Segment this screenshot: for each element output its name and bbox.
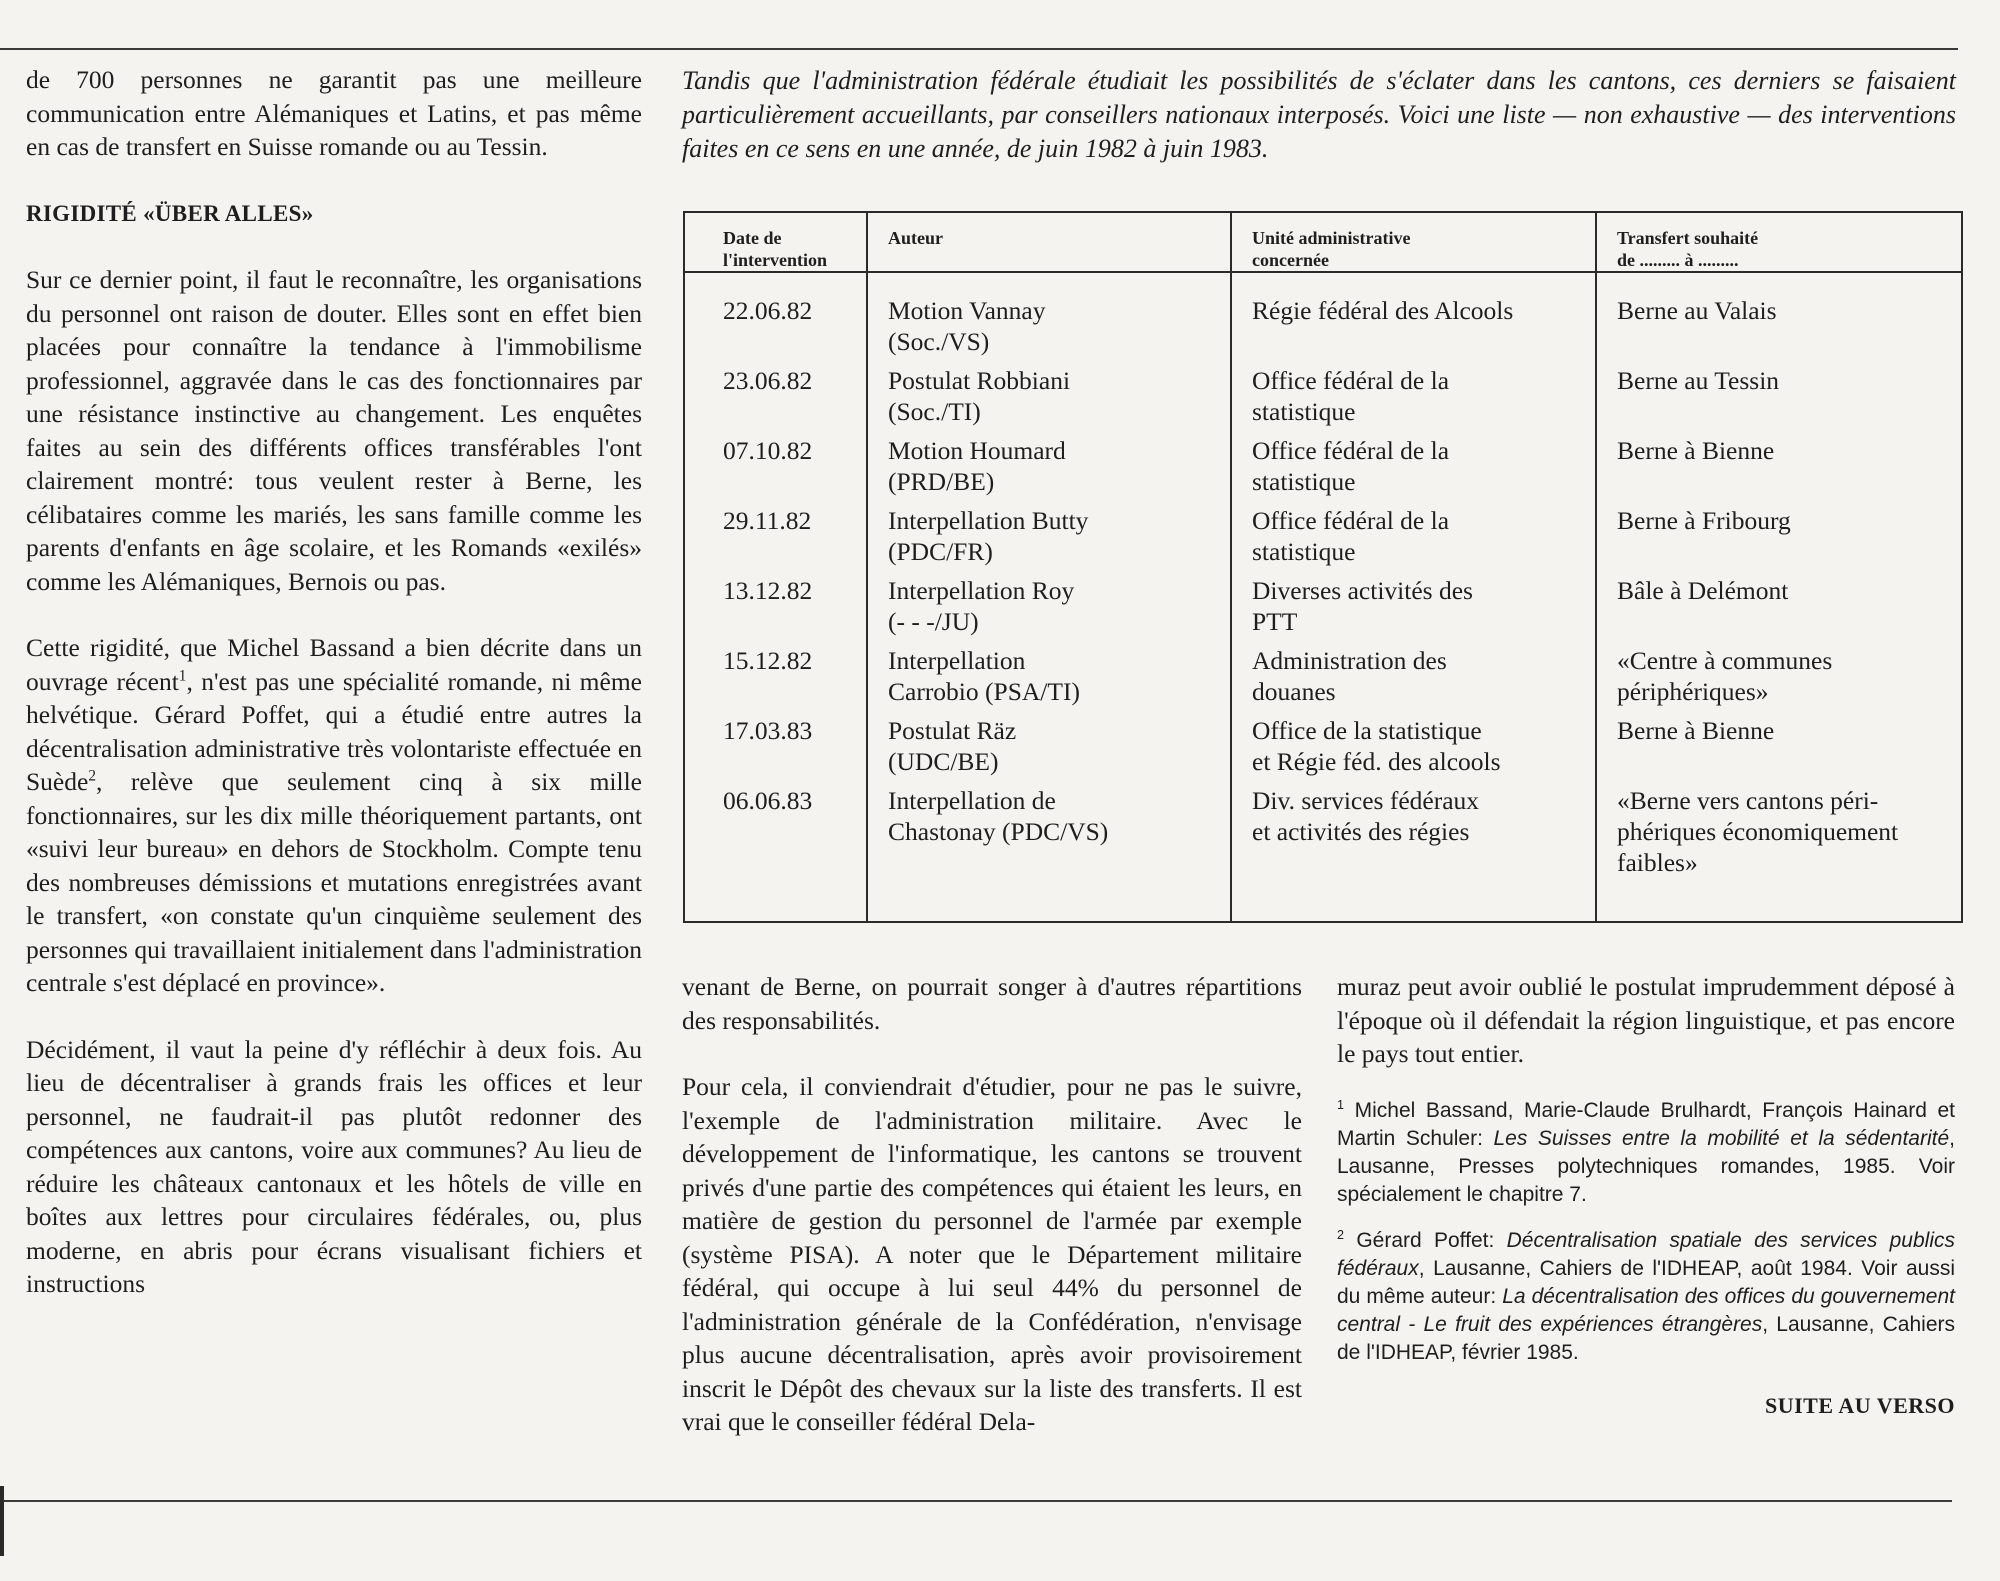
interventions-table [683, 211, 1963, 923]
cell-unite: Administration des douanes [1231, 645, 1596, 715]
cell-transfert: «Berne vers cantons péri- phériques économiquement faibles» [1596, 785, 1962, 878]
empty-cell [1596, 878, 1962, 922]
header-unite: Unité administrative concernée [1231, 212, 1596, 272]
paragraph: Sur ce dernier point, il faut le reconnaître, les organisations du personnel ont raison de douter. Elles sont en effet bien placées pour connaître la tendance à l'immobilisme professionnel, aggravée dans le cas des fonctionnaires par une résistance instinctive au changement. Les enquêtes faites au sein des différents offices transférables l'ont clairement montré: tous veulent rester à Berne, les célibataires comme les mariés, les sans famille comme les parents d'enfants en âge scolaire, et les Romands «exilés» comme les Alémaniques, Bernois ou pas. [26, 265, 642, 596]
cell-date: 15.12.82 [723, 646, 813, 675]
header-date: Date de l'intervention [684, 212, 867, 272]
cell-date: 06.06.83 [723, 786, 813, 815]
cell-date: 29.11.82 [723, 506, 812, 535]
top-rule [0, 48, 1958, 50]
cell-auteur: Interpellation Butty (PDC/FR) [867, 505, 1231, 575]
cell-unite: Office fédéral de la statistique [1231, 505, 1596, 575]
cell-transfert: Berne au Valais [1596, 272, 1962, 365]
table-row [684, 272, 1962, 365]
paragraph: venant de Berne, on pourrait songer à d'autres répartitions des responsabilités. [682, 972, 1302, 1035]
cell-transfert: «Centre à communes périphériques» [1596, 645, 1962, 715]
cell-transfert: Berne au Tessin [1596, 365, 1962, 435]
cell-auteur: Interpellation Roy (- - -/JU) [867, 575, 1231, 645]
cell-unite: Régie fédéral des Alcools [1231, 272, 1596, 365]
footnote-ref: 1 [178, 667, 187, 684]
cell-auteur: Interpellation de Chastonay (PDC/VS) [867, 785, 1231, 878]
table-row [684, 435, 1962, 505]
cell-date: 07.10.82 [723, 436, 813, 465]
table-row [684, 505, 1962, 575]
cell-unite: Office de la statistique et Régie féd. des alcools [1231, 715, 1596, 785]
cell-unite: Div. services fédéraux et activités des régies [1231, 785, 1596, 878]
table-row [684, 645, 1962, 715]
cell-unite: Office fédéral de la statistique [1231, 435, 1596, 505]
table-header-row [684, 212, 1962, 272]
cell-unite: Office fédéral de la statistique [1231, 365, 1596, 435]
cell-unite: Diverses activités des PTT [1231, 575, 1596, 645]
cell-transfert: Bâle à Delémont [1596, 575, 1962, 645]
footnote-1: $^1$ Michel Bassand, Marie-Claude Brulhardt, François Hainard et Martin Schuler: Les Suisses entre la mobilité et la sédentarité, Lausanne, Presses polytechniques romandes, 1985. Voir spécialement le chapitre 7. [1337, 1097, 1956, 1206]
footnote-ref: 2 [88, 767, 96, 785]
paragraph: muraz peut avoir oublié le postulat imprudemment déposé à l'époque où il défendait la région linguistique, et pas encore le pays tout entier. [1337, 972, 1955, 1068]
cell-date: 17.03.83 [723, 716, 813, 745]
header-auteur: Auteur [867, 212, 1231, 272]
cell-date: 13.12.82 [723, 576, 813, 605]
paragraph: Décidément, il vaut la peine d'y réfléchir à deux fois. Au lieu de décentraliser à grands frais les offices et leur personnel, ne faudrait-il pas plutôt redonner des compétences aux cantons, voire aux communes? Au lieu de réduire les châteaux cantonaux et les hôtels de ville en boîtes aux lettres pour circulaires fédérales, ou, plus moderne, en abris pour écrans visualisant fichiers et instructions [26, 1034, 642, 1298]
table-intro: Tandis que l'administration fédérale étudiait les possibilités de s'éclater dans les cantons, ces derniers se faisaient particulièrement accueillants, par conseillers nationaux interposés. Voici une liste — non exhaustive — des interventions faites en ce sens en une année, de juin 1982 à juin 1983. [682, 66, 1956, 163]
column-2 [682, 970, 1302, 1439]
footnote-2: $^2$ Gérard Poffet: Décentralisation spatiale des services publics fédéraux, Lausanne, Cahiers de l'IDHEAP, août 1984. Voir aussi du même auteur: La décentralisation des offices du gouvernement central - Le fruit des expériences étrangères, Lausanne, Cahiers de l'IDHEAP, février 1985. [1337, 1227, 1955, 1364]
section-heading: RIGIDITÉ «ÜBER ALLES» [26, 200, 314, 226]
cell-transfert: Berne à Bienne [1596, 715, 1962, 785]
table-row [684, 575, 1962, 645]
cell-transfert: Berne à Bienne [1596, 435, 1962, 505]
empty-cell [867, 878, 1231, 922]
column-3 [1337, 970, 1955, 1422]
header-transfert: Transfert souhaité de ......... à ......... [1596, 212, 1962, 272]
column-1 [26, 63, 642, 1301]
cell-auteur: Motion Vannay (Soc./VS) [867, 272, 1231, 365]
table-row [684, 365, 1962, 435]
continued-note: SUITE AU VERSO [1765, 1392, 1955, 1418]
paragraph: Cette rigidité, que Michel Bassand a bien décrite dans un ouvrage récent$^1$, n'est pas une spécialité romande, ni même helvétique. Gérard Poffet, qui a étudié entre autres la décentralisation administrative très volontariste effectuée en Suède$^2$, relève que seulement cinq à six mille fonctionnaires, sur les dix mille théoriquement partants, ont «suivi leur bureau» en dehors de Stockholm. Compte tenu des nombreuses démissions et mutations enregistrées avant le transfert, «on constate qu'un cinquième seulement des personnes qui travaillaient initialement dans l'administration centrale s'est déplacé en province». [26, 633, 642, 997]
cell-date: 23.06.82 [723, 366, 813, 395]
cell-auteur: Motion Houmard (PRD/BE) [867, 435, 1231, 505]
footnotes [1337, 1097, 1955, 1367]
cell-date: 22.06.82 [723, 296, 813, 325]
empty-cell [1231, 878, 1596, 922]
paragraph: Pour cela, il conviendrait d'étudier, pour ne pas le suivre, l'exemple de l'administration militaire. Avec le développement de l'informatique, les cantons se trouvent privés d'une partie des compétences qui étaient les leurs, en matière de gestion du personnel de l'armée par exemple (système PISA). A noter que le Département militaire fédéral, qui occupe à lui seul 44% du personnel de l'administration générale de la Confédération, n'envisage plus aucune décentralisation, après avoir provisoirement inscrit le Dépôt des chevaux sur la liste des transferts. Il est vrai que le conseiller fédéral Dela- [682, 1072, 1302, 1436]
cell-transfert: Berne à Fribourg [1596, 505, 1962, 575]
bottom-rule [0, 1500, 1952, 1502]
table-filler-row [684, 878, 1962, 922]
cell-auteur: Postulat Räz (UDC/BE) [867, 715, 1231, 785]
paragraph: de 700 personnes ne garantit pas une meilleure communication entre Alémaniques et Latins, et pas même en cas de transfert en Suisse romande ou au Tessin. [26, 65, 642, 161]
cell-auteur: Interpellation Carrobio (PSA/TI) [867, 645, 1231, 715]
table-row [684, 785, 1962, 878]
left-edge-mark [0, 1486, 4, 1556]
table-row [684, 715, 1962, 785]
empty-cell [684, 878, 867, 922]
cell-auteur: Postulat Robbiani (Soc./TI) [867, 365, 1231, 435]
